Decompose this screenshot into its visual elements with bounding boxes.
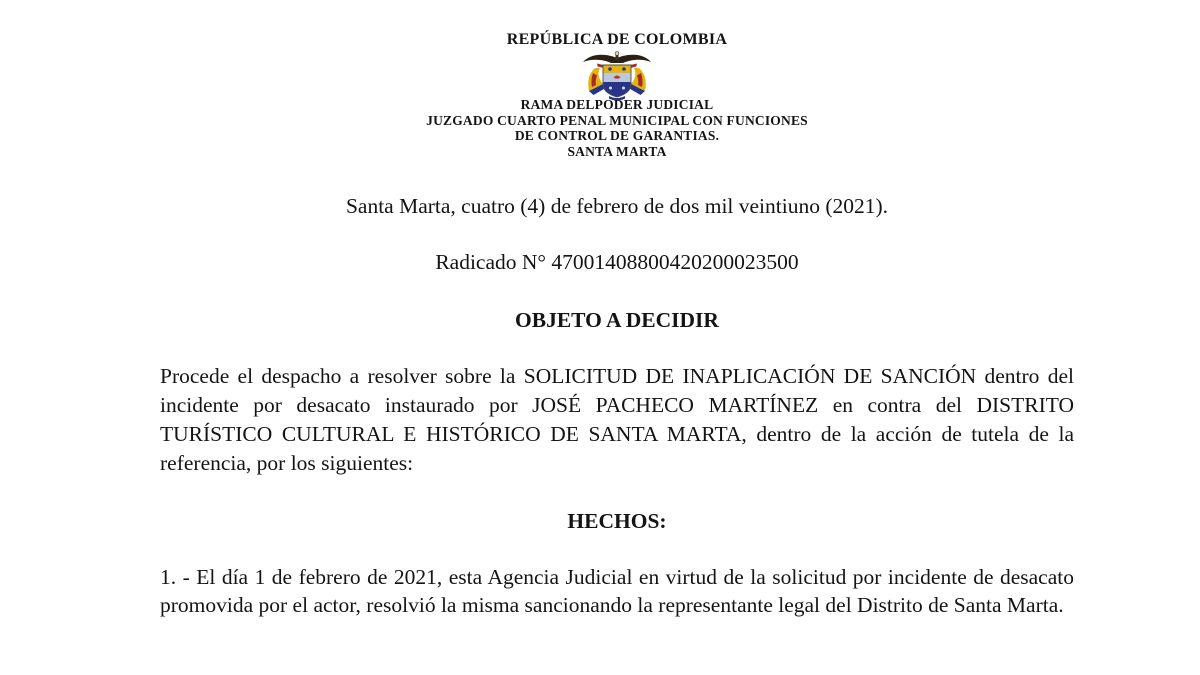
paragraph-objeto: Procede el despacho a resolver sobre la SOLICITUD DE INAPLICACIÓN DE SANCIÓN dentro del incidente por desacato instaurado por JOSÉ PACHECO MARTÍNEZ en contra del DISTRITO TURÍSTICO CULTURAL E HISTÓRICO DE SANTA MARTA, dentro de la acción de tutela de la referencia, por los siguientes: [160, 364, 1074, 475]
court-line-name: JUZGADO CUARTO PENAL MUNICIPAL CON FUNCIONES [426, 112, 808, 128]
paragraph-hechos-1: 1. - El día 1 de febrero de 2021, esta Agencia Judicial en virtud de la solicitud por incidente de desacato promovida por el actor, resolvió la misma sancionando la representante legal del Distrito de Santa Marta. [160, 564, 1074, 618]
republic-title: REPÚBLICA DE COLOMBIA [506, 31, 728, 48]
court-line-function: DE CONTROL DE GARANTIAS. [514, 128, 720, 144]
case-number: Radicado N° 47001408800420200023500 [435, 250, 799, 275]
date-line: Santa Marta, cuatro (4) de febrero de dos mil veintiuno (2021). [345, 194, 889, 219]
colombia-coat-of-arms-icon [579, 50, 655, 100]
court-line-branch: RAMA DELPODER JUDICIAL [520, 97, 714, 112]
court-name-block [160, 97, 1074, 159]
section-heading-objeto: OBJETO A DECIDIR [515, 308, 719, 333]
document-content [160, 30, 1074, 620]
court-line-city: SANTA MARTA [567, 143, 667, 159]
section-heading-hechos: HECHOS: [567, 508, 667, 533]
coat-of-arms-container [160, 50, 1074, 100]
document-header [160, 30, 1074, 159]
